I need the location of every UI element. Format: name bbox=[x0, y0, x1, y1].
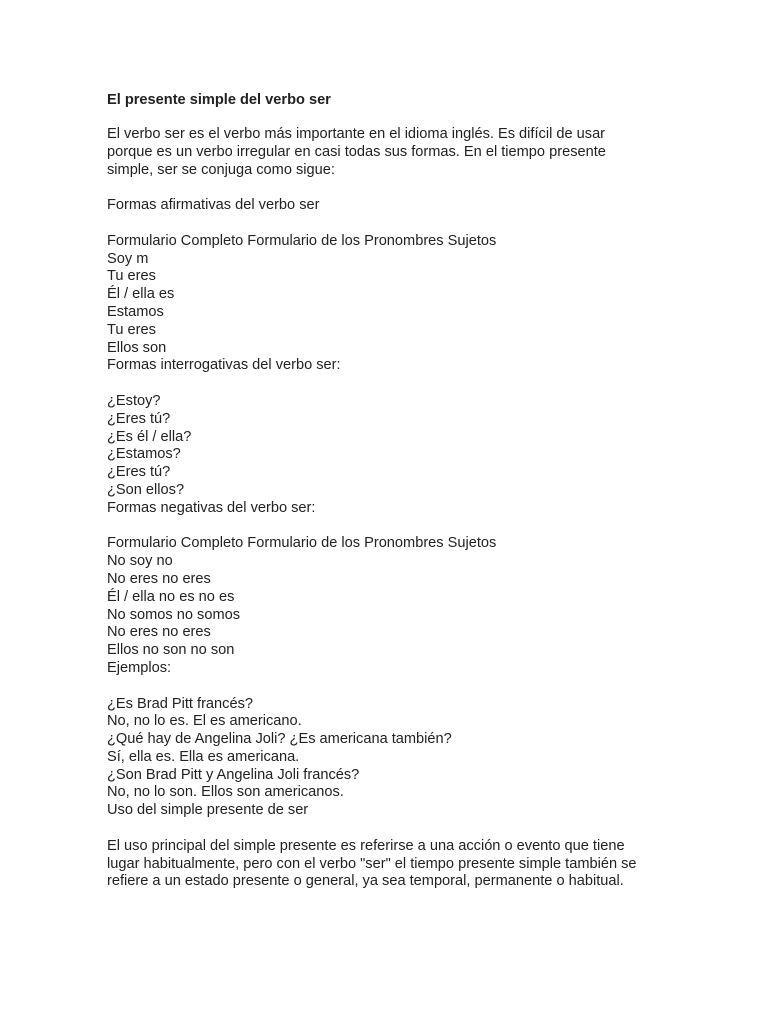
interrogative-heading: Formas interrogativas del verbo ser: bbox=[107, 357, 341, 374]
affirmative-line: Soy m bbox=[107, 250, 149, 267]
usage-line: refiere a un estado presente o general, ya sea temporal, permanente o habitual. bbox=[107, 873, 624, 890]
example-line: ¿Son Brad Pitt y Angelina Joli francés? bbox=[107, 766, 360, 783]
negative-line: Él / ella no es no es bbox=[107, 588, 235, 605]
affirmative-line: Estamos bbox=[107, 303, 164, 320]
intro-paragraph bbox=[107, 126, 687, 179]
affirmative-line: Tu eres bbox=[107, 268, 156, 285]
example-line: ¿Qué hay de Angelina Joli? ¿Es americana también? bbox=[107, 731, 452, 748]
negative-line: No eres no eres bbox=[107, 624, 211, 641]
usage-heading: Uso del simple presente de ser bbox=[107, 802, 309, 819]
negative-line: No soy no bbox=[107, 553, 173, 570]
interrogative-line: ¿Es él / ella? bbox=[107, 428, 192, 445]
interrogative-line: ¿Eres tú? bbox=[107, 464, 171, 481]
affirmative-line: Tu eres bbox=[107, 321, 156, 338]
document-page bbox=[107, 92, 687, 891]
interrogative-line: ¿Son ellos? bbox=[107, 481, 185, 498]
affirmative-line: Ellos son bbox=[107, 339, 167, 356]
interrogative-line: ¿Eres tú? bbox=[107, 410, 171, 427]
negative-line: No somos no somos bbox=[107, 606, 241, 623]
usage-line: El uso principal del simple presente es referirse a una acción o evento que tiene bbox=[107, 837, 625, 854]
intro-line: El verbo ser es el verbo más importante en el idioma inglés. Es difícil de usar bbox=[107, 126, 606, 142]
affirmative-line: Él / ella es bbox=[107, 286, 175, 303]
usage-line: lugar habitualmente, pero con el verbo "ser" el tiempo presente simple también se bbox=[107, 855, 637, 872]
negative-heading: Formas negativas del verbo ser: bbox=[107, 499, 316, 516]
interrogative-line: ¿Estamos? bbox=[107, 446, 181, 463]
example-line: ¿Es Brad Pitt francés? bbox=[107, 695, 253, 712]
negative-line: Ellos no son no son bbox=[107, 642, 235, 659]
intro-line: simple, ser se conjuga como sigue: bbox=[107, 161, 335, 178]
usage-paragraph bbox=[107, 838, 687, 891]
document-title: El presente simple del verbo ser bbox=[107, 92, 331, 108]
examples-heading: Ejemplos: bbox=[107, 659, 172, 676]
affirmative-heading: Formas afirmativas del verbo ser bbox=[107, 197, 320, 214]
interrogative-line: ¿Estoy? bbox=[107, 392, 161, 409]
affirmative-table-header: Formulario Completo Formulario de los Pronombres Sujetos bbox=[107, 232, 497, 249]
negative-table-header: Formulario Completo Formulario de los Pronombres Sujetos bbox=[107, 535, 497, 552]
negative-line: No eres no eres bbox=[107, 570, 211, 587]
example-line: No, no lo es. El es americano. bbox=[107, 713, 302, 730]
example-line: No, no lo son. Ellos son americanos. bbox=[107, 784, 344, 801]
example-line: Sí, ella es. Ella es americana. bbox=[107, 748, 300, 765]
intro-line: porque es un verbo irregular en casi todas sus formas. En el tiempo presente bbox=[107, 143, 606, 160]
